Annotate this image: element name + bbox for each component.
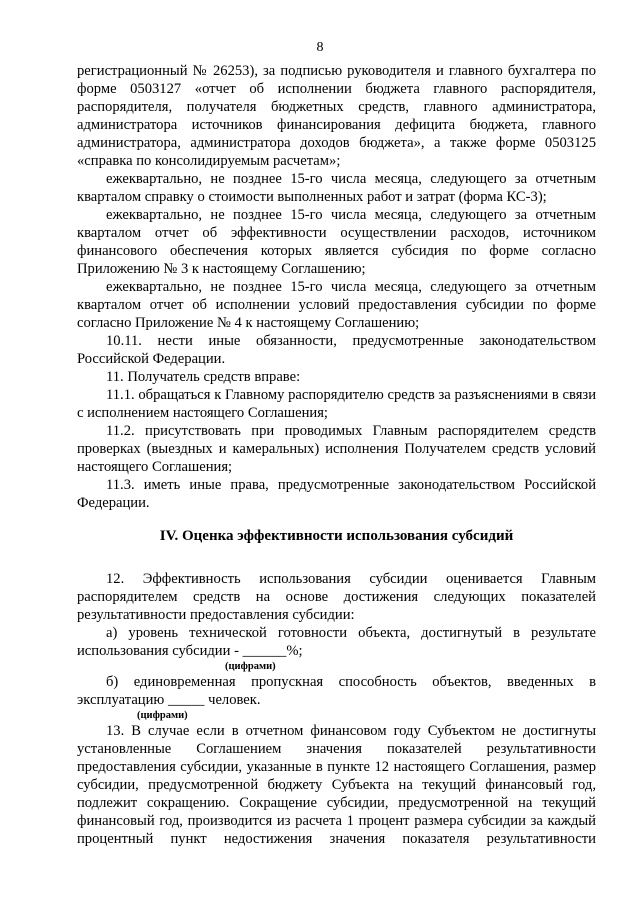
text-line: процентный пункт недостижения значения показателя результативности [77, 831, 596, 847]
text-line: 11.2. присутствовать при проводимых Главным распорядителем средств [106, 423, 596, 439]
text-line: Российской Федерации. [77, 351, 226, 367]
text-line: администратора источников финансирования дефицита бюджета, главного [77, 117, 596, 133]
text-line: ежеквартально, не позднее 15-го числа месяца, следующего за отчетным [106, 171, 596, 187]
text-line: кварталом отчет об исполнении условий предоставления субсидии по форме [77, 297, 596, 313]
text-line: форме 0503127 «отчет об исполнении бюджета главного распорядителя, [77, 81, 596, 97]
text-line: 11.1. обращаться к Главному распорядителю средств за разъяснениями в связи [106, 387, 596, 403]
text-line: 11. Получатель средств вправе: [106, 369, 301, 385]
text-line: Приложению № 3 к настоящему Соглашению; [77, 261, 366, 277]
text-line: распорядителя, получателя бюджетных средств, главного администратора, [77, 99, 596, 115]
text-line: эксплуатацию _____ человек. [77, 692, 261, 708]
text-line: с исполнением настоящего Соглашения; [77, 405, 328, 421]
text-line: финансовый год, производится из расчета 1 процент размера субсидии за каждый [77, 813, 596, 829]
text-line: использования субсидии - ______%; [77, 643, 303, 659]
field-caption: (цифрами) [137, 710, 188, 721]
document-body [77, 62, 596, 848]
text-line: «справка по консолидируемым расчетам»; [77, 153, 341, 169]
text-line: б) единовременная пропускная способность объектов, введенных в [106, 674, 596, 690]
field-caption: (цифрами) [225, 661, 276, 672]
text-line: субсидии, предусмотренной бюджету Субъекта на текущий финансовый год, [77, 777, 596, 793]
text-line: ежеквартально, не позднее 15-го числа месяца, следующего за отчетным [106, 279, 596, 295]
text-line: 12. Эффективность использования субсидии оценивается Главным [106, 571, 596, 587]
text-line: финансового обеспечения которых является субсидия по форме согласно [77, 243, 596, 259]
text-line: администратора, администратора доходов бюджета», а также форме 0503125 [77, 135, 596, 151]
text-line: ежеквартально, не позднее 15-го числа месяца, следующего за отчетным [106, 207, 596, 223]
text-line: кварталом отчет об эффективности осуществлении расходов, источником [77, 225, 596, 241]
text-line: предоставления субсидии, указанные в пункте 12 настоящего Соглашения, размер [77, 759, 596, 775]
text-line: регистрационный № 26253), за подписью руководителя и главного бухгалтера по [77, 63, 596, 79]
text-line: установленные Соглашением значения показателей результативности [77, 741, 596, 757]
text-line: результативности предоставления субсидии: [77, 607, 355, 623]
text-line: кварталом справку о стоимости выполненных работ и затрат (форма КС-3); [77, 189, 547, 205]
text-line: Федерации. [77, 495, 150, 511]
text-line: распорядителем средств на основе достижения следующих показателей [77, 589, 596, 605]
text-line: согласно Приложение № 4 к настоящему Соглашению; [77, 315, 420, 331]
text-line: а) уровень технической готовности объекта, достигнутый в результате [106, 625, 596, 641]
text-line: 11.3. иметь иные права, предусмотренные законодательством Российской [106, 477, 596, 493]
text-line: подлежит сокращению. Сокращение субсидии, предусмотренной на текущий [77, 795, 596, 811]
section-heading: IV. Оценка эффективности использования субсидий [159, 528, 514, 544]
text-line: 10.11. нести иные обязанности, предусмотренные законодательством [106, 333, 596, 349]
text-line: проверках (выездных и камеральных) исполнения Получателем средств условий [77, 441, 596, 457]
text-line: настоящего Соглашения; [77, 459, 233, 475]
text-line: 13. В случае если в отчетном финансовом году Субъектом не достигнуты [106, 723, 596, 739]
page-number: 8 [316, 40, 324, 55]
